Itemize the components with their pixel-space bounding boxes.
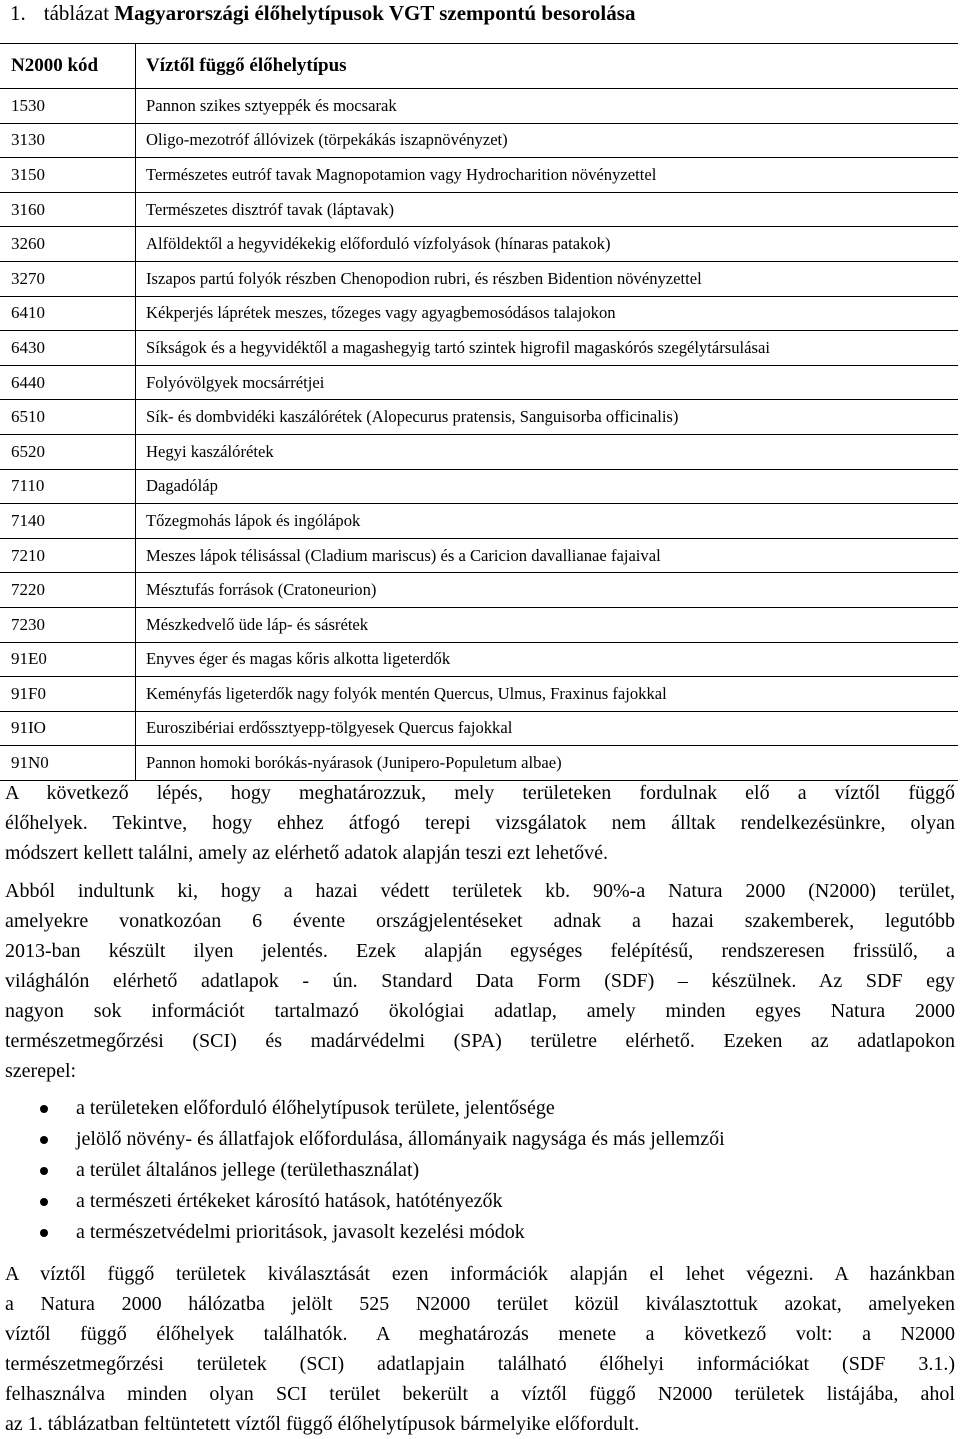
bullet-icon — [40, 1229, 48, 1237]
header-code: N2000 kód — [0, 44, 136, 88]
paragraph-line: módszert kellett találni, amely az elérhető adatok alapján teszi ezt lehetővé. — [5, 842, 609, 864]
paragraph-3 — [5, 1259, 955, 1439]
cell-code: 7230 — [0, 608, 136, 642]
cell-code: 91F0 — [0, 677, 136, 711]
table-row — [0, 227, 958, 262]
table-caption — [10, 0, 635, 30]
cell-code: 3270 — [0, 262, 136, 296]
list-item — [40, 1093, 725, 1124]
cell-habitat: Oligo-mezotróf állóvizek (törpekákás iszapnövényzet) — [146, 130, 508, 150]
paragraph-line: felhasználva minden olyan SCI terület bekerült a víztől függő N2000 területek listájába, ahol — [5, 1383, 955, 1405]
cell-code: 7210 — [0, 539, 136, 573]
paragraph-line: természetmegőrzési (SCI) és madárvédelmi (SPA) területre elérhető. Ezeken az adatlapokon — [5, 1030, 955, 1052]
cell-habitat: Mészkedvelő üde láp- és sásrétek — [146, 614, 369, 634]
cell-habitat: Dagadóláp — [146, 476, 218, 496]
cell-habitat: Keményfás ligeterdők nagy folyók mentén Quercus, Ulmus, Fraxinus fajokkal — [146, 683, 667, 703]
bullet-icon — [40, 1198, 48, 1206]
table-row — [0, 539, 958, 574]
paragraph-line: világhálón elérhető adatlapok - ún. Standard Data Form (SDF) – készülnek. Az SDF egy — [5, 970, 955, 992]
paragraph-line: élőhelyek. Tekintve, hogy ehhez átfogó terepi vizsgálatok nem álltak rendelkezésünkre, olyan — [5, 812, 955, 834]
cell-habitat: Meszes lápok télisással (Cladium mariscus) és a Caricion davallianae fajaival — [146, 545, 661, 565]
cell-habitat: Tőzegmohás lápok és ingólápok — [146, 510, 361, 530]
paragraph-line: természetmegőrzési területek (SCI) adatlapjain található élőhelyi információkat (SDF 3.1.) — [5, 1353, 955, 1375]
list-item — [40, 1186, 725, 1217]
cell-code: 7110 — [0, 470, 136, 504]
table-row — [0, 262, 958, 297]
caption-prefix: táblázat — [43, 1, 110, 25]
bullet-icon — [40, 1105, 48, 1113]
cell-code: 6410 — [0, 297, 136, 331]
cell-habitat: Hegyi kaszálórétek — [146, 441, 274, 461]
habitat-table — [0, 43, 958, 781]
cell-code: 7220 — [0, 573, 136, 607]
list-item — [40, 1217, 725, 1248]
cell-habitat: Mésztufás források (Cratoneurion) — [146, 580, 377, 600]
paragraph-line: amelyekre vonatkozóan 6 évente országjelentéseket adnak a hazai szakemberek, legutóbb — [5, 910, 955, 932]
table-row — [0, 124, 958, 159]
table-row — [0, 400, 958, 435]
paragraph-line: nagyon sok információt tartalmazó ökológiai adatlap, amely minden egyes Natura 2000 — [5, 1000, 955, 1022]
cell-code: 91IO — [0, 712, 136, 746]
list-item — [40, 1155, 725, 1186]
table-row — [0, 573, 958, 608]
cell-habitat: Euroszibériai erdőssztyepp-tölgyesek Quercus fajokkal — [146, 718, 513, 738]
list-item-text: a természeti értékeket károsító hatások, hatótényezők — [76, 1190, 503, 1212]
table-row — [0, 608, 958, 643]
cell-habitat: Alföldektől a hegyvidékekig előforduló vízfolyások (hínaras patakok) — [146, 234, 611, 254]
cell-habitat: Természetes eutróf tavak Magnopotamion vagy Hydrocharition növényzettel — [146, 164, 657, 184]
cell-habitat: Pannon homoki borókás-nyárasok (Junipero-Populetum albae) — [146, 753, 562, 773]
cell-code: 6440 — [0, 366, 136, 400]
cell-habitat: Kékperjés láprétek meszes, tőzeges vagy agyagbemosódásos talajokon — [146, 303, 616, 323]
bullet-icon — [40, 1136, 48, 1144]
bullet-icon — [40, 1167, 48, 1175]
paragraph-line: A víztől függő területek kiválasztását ezen információk alapján el lehet végezni. A hazánkban — [5, 1263, 955, 1285]
table-row — [0, 331, 958, 366]
caption-number: 1. — [10, 1, 26, 25]
table-row — [0, 158, 958, 193]
cell-code: 7140 — [0, 504, 136, 538]
table-row — [0, 746, 958, 780]
cell-habitat: Iszapos partú folyók részben Chenopodion rubri, és részben Bidention növényzettel — [146, 268, 702, 288]
table-row — [0, 677, 958, 712]
header-habitat: Víztől függő élőhelytípus — [146, 55, 347, 76]
cell-code: 6430 — [0, 331, 136, 365]
cell-habitat: Síkságok és a hegyvidéktől a magashegyig tartó szintek higrofil magaskórós szegélytársulásai — [146, 337, 770, 357]
list-item-text: a terület általános jellege (területhasználat) — [76, 1159, 420, 1181]
cell-code: 3130 — [0, 124, 136, 158]
cell-code: 6520 — [0, 435, 136, 469]
list-item-text: a természetvédelmi prioritások, javasolt kezelési módok — [76, 1221, 525, 1243]
cell-habitat: Pannon szikes sztyeppék és mocsarak — [146, 95, 397, 115]
paragraph-line: Abból indultunk ki, hogy a hazai védett területek kb. 90%-a Natura 2000 (N2000) terület, — [5, 880, 955, 902]
table-row — [0, 712, 958, 747]
cell-code: 3260 — [0, 227, 136, 261]
cell-code: 3160 — [0, 193, 136, 227]
cell-code: 6510 — [0, 400, 136, 434]
cell-code: 3150 — [0, 158, 136, 192]
cell-habitat: Enyves éger és magas kőris alkotta ligeterdők — [146, 649, 451, 669]
cell-code: 91E0 — [0, 643, 136, 677]
paragraph-line: A következő lépés, hogy meghatározzuk, mely területeken fordulnak elő a víztől függő — [5, 782, 955, 804]
list-item-text: a területeken előforduló élőhelytípusok területe, jelentősége — [76, 1097, 555, 1119]
cell-code: 1530 — [0, 89, 136, 123]
table-row — [0, 89, 958, 124]
paragraph-line: a Natura 2000 hálózatba jelölt 525 N2000 terület közül kiválasztottuk azokat, amelyeken — [5, 1293, 955, 1315]
cell-habitat: Folyóvölgyek mocsárrétjei — [146, 372, 325, 392]
paragraph-line: az 1. táblázatban feltüntetett víztől függő élőhelytípusok bármelyike előfordult. — [5, 1413, 640, 1435]
caption-title: Magyarországi élőhelytípusok VGT szempontú besorolása — [114, 1, 636, 25]
cell-habitat: Természetes disztróf tavak (láptavak) — [146, 199, 395, 219]
paragraph-line: 2013-ban készült ilyen jelentés. Ezek alapján egységes felépítésű, rendszeresen frissülő, a — [5, 940, 955, 962]
paragraph-2 — [5, 876, 955, 1086]
paragraph-1 — [5, 778, 955, 868]
table-row — [0, 435, 958, 470]
table-row — [0, 366, 958, 401]
table-row — [0, 470, 958, 505]
list-item-text: jelölő növény- és állatfajok előfordulása, állományaik nagysága és más jellemzői — [76, 1128, 725, 1150]
table-row — [0, 643, 958, 678]
cell-code: 91N0 — [0, 746, 136, 780]
table-header-row — [0, 44, 958, 89]
bullet-list — [40, 1093, 725, 1248]
table-row — [0, 193, 958, 228]
table-row — [0, 504, 958, 539]
paragraph-line: víztől függő élőhelyek találhatók. A meghatározás menete a következő volt: a N2000 — [5, 1323, 955, 1345]
paragraph-line: szerepel: — [5, 1060, 77, 1082]
list-item — [40, 1124, 725, 1155]
cell-habitat: Sík- és dombvidéki kaszálórétek (Alopecurus pratensis, Sanguisorba officinalis) — [146, 407, 679, 427]
table-row — [0, 297, 958, 332]
